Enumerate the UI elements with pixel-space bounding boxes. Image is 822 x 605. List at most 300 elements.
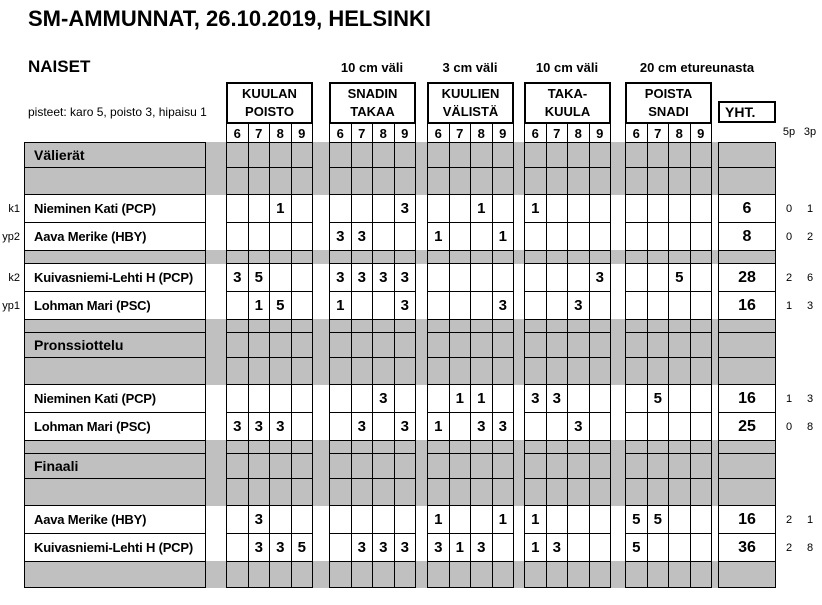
score-cell: [668, 413, 690, 440]
competitor-name: Lohman Mari (PSC): [24, 291, 206, 320]
score-group: [329, 142, 416, 168]
score-cell: [227, 441, 248, 453]
score-group: [427, 167, 514, 195]
empty-name-cell: [24, 319, 206, 333]
score-cell: [626, 479, 647, 505]
score-cell: [372, 479, 394, 505]
score-cell: [470, 168, 492, 194]
score-group: [427, 478, 514, 506]
score-cell: [690, 358, 712, 384]
total-cell: [718, 332, 776, 358]
group-title-line1: POISTA: [644, 86, 693, 101]
score-cell: [248, 358, 270, 384]
score-cell: [492, 333, 514, 357]
score-cell: [372, 358, 394, 384]
score-group: [226, 194, 313, 223]
score-group: [625, 291, 712, 320]
score-group: [524, 250, 611, 264]
score-group: [427, 263, 514, 292]
total-cell: 28: [718, 263, 776, 292]
score-cell: 1: [531, 511, 540, 528]
score-cell: [589, 251, 611, 263]
score-cell: [291, 195, 313, 222]
score-group: [226, 319, 313, 333]
score-cell: [291, 358, 313, 384]
score-cell: 5: [632, 539, 641, 556]
score-cell: [567, 562, 589, 587]
score-cell: [428, 479, 449, 505]
score-cell: [248, 143, 270, 167]
score-cell: [567, 143, 589, 167]
score-cell: [546, 320, 568, 332]
score-cell: [525, 454, 546, 478]
score-cell: 3: [470, 534, 492, 561]
score-cell: [589, 385, 611, 412]
subcolumn-header-cell: 9: [394, 124, 416, 142]
score-cell: 1: [449, 534, 471, 561]
score-group: [427, 561, 514, 588]
score-cell: [372, 223, 394, 250]
score-cell: [269, 143, 291, 167]
score-cell: [227, 251, 248, 263]
row-label: [0, 412, 20, 441]
score-group: [427, 533, 514, 562]
score-cell: [330, 143, 351, 167]
score-group: [524, 505, 611, 534]
score-cell: [546, 413, 568, 440]
score-cell: [626, 143, 647, 167]
group-title-line1: KUULAN: [242, 86, 297, 101]
score-cell: [589, 479, 611, 505]
score-group: [625, 533, 712, 562]
subcolumn-header-row: [625, 123, 712, 143]
score-cell: 3: [546, 534, 568, 561]
score-group: [329, 384, 416, 413]
score-cell: [269, 506, 291, 533]
score-cell: [351, 385, 373, 412]
score-group: [427, 412, 514, 441]
score-cell: [227, 479, 248, 505]
score-group: [226, 357, 313, 385]
score-cell: [269, 454, 291, 478]
total-cell: [718, 453, 776, 479]
subcolumn-header-cell: 8: [567, 124, 589, 142]
p3-value: 1: [806, 202, 814, 215]
score-group: [226, 263, 313, 292]
section-title: Pronssiottelu: [24, 332, 206, 358]
score-cell: [351, 333, 373, 357]
score-cell: [372, 143, 394, 167]
score-cell: [269, 168, 291, 194]
score-group: [524, 384, 611, 413]
score-cell: [269, 320, 291, 332]
score-cell: [372, 562, 394, 587]
score-cell: [690, 413, 712, 440]
score-cell: 1: [434, 228, 443, 245]
score-cell: [449, 562, 471, 587]
score-cell: [330, 168, 351, 194]
score-group: [625, 250, 712, 264]
score-group: [226, 222, 313, 251]
score-cell: [589, 292, 611, 319]
score-group: [226, 412, 313, 441]
score-group: [427, 384, 514, 413]
p5-value: 0: [785, 230, 793, 243]
score-cell: [647, 143, 669, 167]
score-cell: [525, 223, 546, 250]
empty-name-cell: [24, 357, 206, 385]
row-label: [0, 533, 20, 562]
score-cell: [470, 333, 492, 357]
score-cell: [525, 168, 546, 194]
score-cell: [351, 292, 373, 319]
score-cell: [248, 479, 270, 505]
score-cell: [668, 358, 690, 384]
spacer-row: [0, 561, 822, 588]
score-group: [625, 440, 712, 454]
score-group: [226, 384, 313, 413]
p5-value: 2: [785, 513, 793, 526]
score-cell: 1: [492, 506, 514, 533]
score-group: [625, 412, 712, 441]
score-cell: [626, 413, 647, 440]
score-cell: [589, 358, 611, 384]
score-cell: 3: [233, 418, 242, 435]
distance-label: 10 cm väli: [340, 60, 404, 75]
score-cell: [291, 292, 313, 319]
score-cell: [589, 168, 611, 194]
score-cell: [269, 251, 291, 263]
score-cell: [330, 195, 351, 222]
score-cell: [351, 195, 373, 222]
score-cell: [291, 506, 313, 533]
score-cell: [668, 292, 690, 319]
score-cell: [269, 441, 291, 453]
score-cell: [589, 413, 611, 440]
score-cell: [589, 223, 611, 250]
score-cell: [647, 562, 669, 587]
subcolumn-header-cell: 6: [531, 125, 539, 141]
score-cell: [449, 168, 471, 194]
score-group: [625, 142, 712, 168]
score-cell: 5: [668, 264, 690, 291]
score-cell: [428, 251, 449, 263]
score-cell: [668, 441, 690, 453]
score-group: [427, 194, 514, 223]
score-cell: [626, 562, 647, 587]
score-cell: 3: [336, 269, 345, 286]
score-cell: [567, 223, 589, 250]
empty-name-cell: [24, 250, 206, 264]
p3-value: 1: [806, 513, 814, 526]
score-group: [226, 142, 313, 168]
group-header-box: [524, 82, 611, 124]
score-group: [329, 263, 416, 292]
score-group: [226, 453, 313, 479]
score-cell: 1: [449, 385, 471, 412]
category-label: NAISET: [28, 57, 91, 76]
subcolumn-header-row: [226, 123, 313, 143]
score-cell: [492, 251, 514, 263]
score-group: [329, 222, 416, 251]
score-cell: 5: [291, 534, 313, 561]
spacer-row: [0, 250, 822, 264]
score-cell: [351, 454, 373, 478]
score-cell: [546, 562, 568, 587]
score-cell: [394, 223, 416, 250]
data-row: [0, 291, 822, 320]
results-table: [0, 142, 822, 588]
row-label: yp1: [2, 299, 20, 312]
score-cell: [428, 143, 449, 167]
score-cell: 5: [269, 292, 291, 319]
empty-name-cell: [24, 561, 206, 588]
score-cell: 3: [351, 534, 373, 561]
score-cell: [546, 506, 568, 533]
subcolumn-header-cell: 9: [589, 124, 611, 142]
score-cell: [492, 358, 514, 384]
p3-value: 3: [806, 299, 814, 312]
subcolumn-header-cell: 8: [269, 124, 291, 142]
score-cell: [668, 251, 690, 263]
score-cell: [330, 333, 351, 357]
score-group: [524, 453, 611, 479]
score-cell: [449, 264, 471, 291]
score-cell: [351, 562, 373, 587]
score-group: [427, 250, 514, 264]
score-cell: [470, 358, 492, 384]
score-cell: [690, 292, 712, 319]
score-cell: [492, 562, 514, 587]
score-cell: [291, 143, 313, 167]
score-cell: [626, 223, 647, 250]
score-cell: [690, 534, 712, 561]
score-cell: [567, 358, 589, 384]
competitor-name: Nieminen Kati (PCP): [24, 194, 206, 223]
score-cell: [690, 223, 712, 250]
score-cell: [492, 441, 514, 453]
score-cell: [546, 333, 568, 357]
score-group: [329, 319, 416, 333]
subcolumn-header-cell: 7: [647, 124, 669, 142]
score-group: [625, 167, 712, 195]
score-cell: [449, 441, 471, 453]
score-cell: [428, 562, 449, 587]
score-cell: 5: [647, 506, 669, 533]
score-cell: [647, 333, 669, 357]
score-cell: [227, 385, 248, 412]
score-cell: [647, 534, 669, 561]
score-cell: [668, 454, 690, 478]
score-cell: [546, 292, 568, 319]
score-cell: [269, 479, 291, 505]
score-cell: [589, 320, 611, 332]
score-cell: [647, 413, 669, 440]
subcolumn-header-cell: 6: [336, 125, 344, 141]
score-cell: [291, 168, 313, 194]
p5-value: 2: [785, 541, 793, 554]
score-cell: [330, 441, 351, 453]
score-cell: [470, 251, 492, 263]
subcolumn-header-cell: 6: [233, 125, 241, 141]
score-cell: [291, 264, 313, 291]
score-cell: [546, 454, 568, 478]
section-row: [0, 142, 822, 168]
score-cell: [449, 251, 471, 263]
score-cell: [227, 333, 248, 357]
group-title-line1: KUULIEN: [441, 86, 500, 101]
score-group: [427, 332, 514, 358]
score-group: [329, 478, 416, 506]
score-cell: 3: [336, 228, 345, 245]
score-group: [226, 167, 313, 195]
score-cell: [567, 251, 589, 263]
score-cell: [248, 320, 270, 332]
score-cell: [567, 506, 589, 533]
score-cell: [470, 479, 492, 505]
score-cell: [668, 143, 690, 167]
score-cell: [330, 320, 351, 332]
score-group: [625, 332, 712, 358]
score-cell: [227, 320, 248, 332]
score-cell: [372, 195, 394, 222]
score-cell: [372, 292, 394, 319]
score-cell: [227, 143, 248, 167]
score-group: [329, 533, 416, 562]
score-group: [625, 561, 712, 588]
score-cell: [269, 264, 291, 291]
score-cell: [525, 479, 546, 505]
score-cell: [546, 441, 568, 453]
score-cell: [351, 168, 373, 194]
score-cell: 3: [589, 264, 611, 291]
score-cell: [647, 454, 669, 478]
subcolumn-header-cell: 9: [291, 124, 313, 142]
p5-column-header: 5p: [782, 126, 796, 138]
score-group: [625, 453, 712, 479]
score-cell: 3: [248, 506, 270, 533]
score-cell: [470, 562, 492, 587]
p5-value: 1: [785, 392, 793, 405]
group-title-line2: VÄLISTÄ: [442, 104, 499, 119]
group-title-line2: TAKAA: [350, 104, 395, 119]
score-group: [427, 142, 514, 168]
score-cell: [227, 223, 248, 250]
score-cell: [227, 292, 248, 319]
subcolumn-header-row: [524, 123, 611, 143]
total-header-box: YHT.: [718, 101, 776, 123]
score-cell: [394, 251, 416, 263]
score-cell: [248, 441, 270, 453]
subcolumn-header-cell: 8: [372, 124, 394, 142]
score-cell: [546, 223, 568, 250]
score-cell: [525, 264, 546, 291]
score-cell: [567, 320, 589, 332]
score-group: [427, 291, 514, 320]
score-group: [226, 505, 313, 534]
score-group: [427, 222, 514, 251]
score-group: [329, 167, 416, 195]
score-group: [427, 319, 514, 333]
score-cell: [626, 251, 647, 263]
subcolumn-header-cell: 7: [248, 124, 270, 142]
score-cell: [227, 506, 248, 533]
score-cell: [351, 479, 373, 505]
score-cell: [525, 143, 546, 167]
score-group: [226, 291, 313, 320]
score-cell: 1: [531, 539, 540, 556]
score-group: [524, 222, 611, 251]
score-cell: [470, 506, 492, 533]
score-cell: [428, 264, 449, 291]
score-cell: [690, 385, 712, 412]
total-cell: 16: [718, 505, 776, 534]
p3-value: 8: [806, 541, 814, 554]
score-cell: [546, 195, 568, 222]
row-label: [0, 505, 20, 534]
score-cell: [690, 264, 712, 291]
score-cell: [589, 441, 611, 453]
score-cell: [428, 441, 449, 453]
score-cell: [589, 534, 611, 561]
subcolumn-header-row: [427, 123, 514, 143]
spacer-row: [0, 478, 822, 506]
score-group: [226, 478, 313, 506]
score-cell: [330, 358, 351, 384]
score-cell: 3: [248, 534, 270, 561]
score-cell: [567, 385, 589, 412]
score-group: [329, 505, 416, 534]
score-cell: [372, 333, 394, 357]
group-title-line1: TAKA-: [547, 86, 588, 101]
group-header-box: [329, 82, 416, 124]
score-cell: [428, 333, 449, 357]
score-cell: [567, 195, 589, 222]
p3-column-header: 3p: [803, 126, 817, 138]
p3-value: 2: [806, 230, 814, 243]
group-title-line1: SNADIN: [347, 86, 398, 101]
total-cell: [718, 561, 776, 588]
total-cell: 16: [718, 384, 776, 413]
score-cell: 3: [394, 534, 416, 561]
score-cell: [291, 562, 313, 587]
section-row: [0, 453, 822, 479]
score-cell: 1: [470, 385, 492, 412]
score-group: [625, 357, 712, 385]
score-cell: [525, 292, 546, 319]
score-cell: [351, 251, 373, 263]
score-cell: [589, 454, 611, 478]
score-cell: [589, 333, 611, 357]
score-cell: [525, 562, 546, 587]
score-cell: [449, 358, 471, 384]
score-cell: [690, 454, 712, 478]
score-group: [524, 440, 611, 454]
subcolumn-header-cell: 7: [546, 124, 568, 142]
score-group: [524, 319, 611, 333]
score-cell: [525, 251, 546, 263]
score-cell: 3: [394, 264, 416, 291]
score-group: [625, 222, 712, 251]
score-cell: [525, 441, 546, 453]
empty-name-cell: [24, 478, 206, 506]
score-cell: [291, 333, 313, 357]
score-cell: [647, 358, 669, 384]
score-cell: [567, 441, 589, 453]
score-cell: [626, 385, 647, 412]
score-group: [329, 250, 416, 264]
score-group: [524, 561, 611, 588]
